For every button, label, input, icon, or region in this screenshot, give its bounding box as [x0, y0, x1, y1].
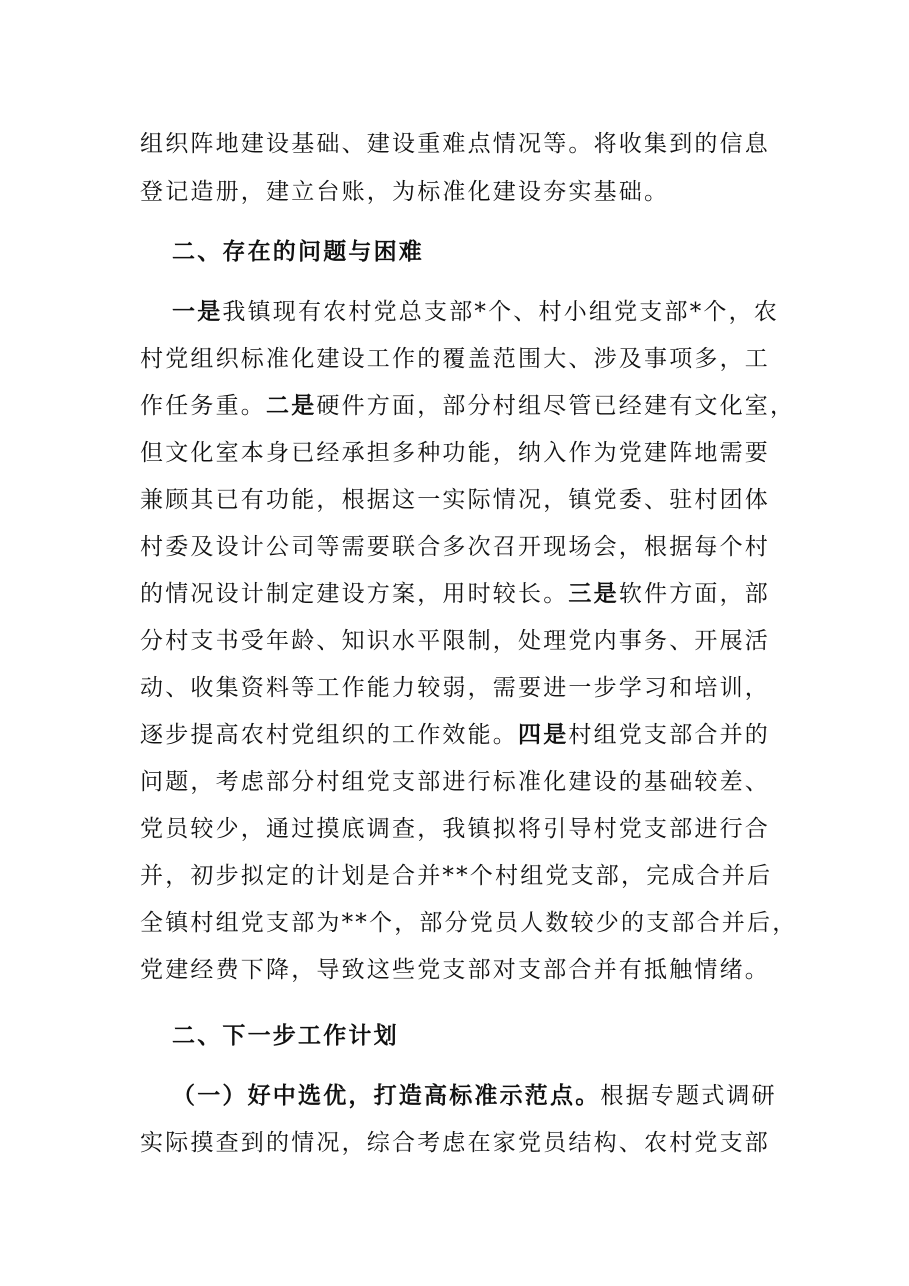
paragraph-text: 村组党支部合并的 — [568, 722, 771, 748]
point-label: 三是 — [568, 580, 619, 607]
paragraph-line: 党员较少，通过摸底调查，我镇拟将引导村党支部进行合 — [140, 816, 770, 842]
paragraph-line: 村委及设计公司等需要联合多次召开现场会，根据每个村 — [140, 534, 770, 560]
paragraph-text: 根据专题式调研 — [600, 1083, 777, 1109]
point-label: 四是 — [518, 721, 569, 748]
section-heading-problems: 二、存在的问题与困难 — [172, 238, 424, 265]
paragraph-line: 登记造册，建立台账，为标准化建设夯实基础。 — [140, 179, 670, 205]
paragraph-line: 组织阵地建设基础、建设重难点情况等。将收集到的信息 — [140, 131, 770, 157]
paragraph-line: 全镇村组党支部为**个，部分党员人数较少的支部合并后， — [140, 910, 798, 936]
point-label: 二是 — [266, 392, 317, 419]
paragraph-line: 并，初步拟定的计划是合并**个村组党支部，完成合并后 — [140, 863, 773, 889]
paragraph-text: 我镇现有农村党总支部*个、村小组党支部*个，农 — [222, 299, 780, 325]
paragraph-line: 实际摸查到的情况，综合考虑在家党员结构、农村党支部 — [140, 1130, 770, 1156]
paragraph-text: 的情况设计制定建设方案，用时较长。 — [140, 581, 569, 607]
paragraph-text: 作任务重。 — [140, 393, 266, 419]
paragraph-text: 逐步提高农村党组织的工作效能。 — [140, 722, 518, 748]
paragraph-line: 分村支书受年龄、知识水平限制，处理党内事务、开展活 — [140, 628, 770, 654]
paragraph-line — [140, 717, 780, 753]
point-label: 一是 — [172, 298, 223, 325]
paragraph-line — [172, 1078, 812, 1114]
paragraph-line: 党建经费下降，导致这些党支部对支部合并有抵触情绪。 — [140, 957, 770, 983]
subsection-title: （一）好中选优，打造高标准示范点。 — [172, 1082, 601, 1109]
paragraph-line: 问题，考虑部分村组党支部进行标准化建设的基础较差、 — [140, 769, 770, 795]
paragraph-line: 但文化室本身已经承担多种功能，纳入作为党建阵地需要 — [140, 440, 770, 466]
paragraph-line — [172, 294, 812, 330]
paragraph-line: 村党组织标准化建设工作的覆盖范围大、涉及事项多，工 — [140, 346, 770, 372]
paragraph-line — [140, 388, 796, 424]
paragraph-text: 软件方面，部 — [618, 581, 771, 607]
paragraph-line: 动、收集资料等工作能力较弱，需要进一步学习和培训， — [140, 675, 770, 701]
section-heading-next-steps: 二、下一步工作计划 — [172, 1022, 399, 1049]
paragraph-text: 硬件方面，部分村组尽管已经建有文化室， — [316, 393, 796, 419]
paragraph-line: 兼顾其已有功能，根据这一实际情况，镇党委、驻村团体 — [140, 487, 770, 513]
paragraph-line — [140, 576, 780, 612]
